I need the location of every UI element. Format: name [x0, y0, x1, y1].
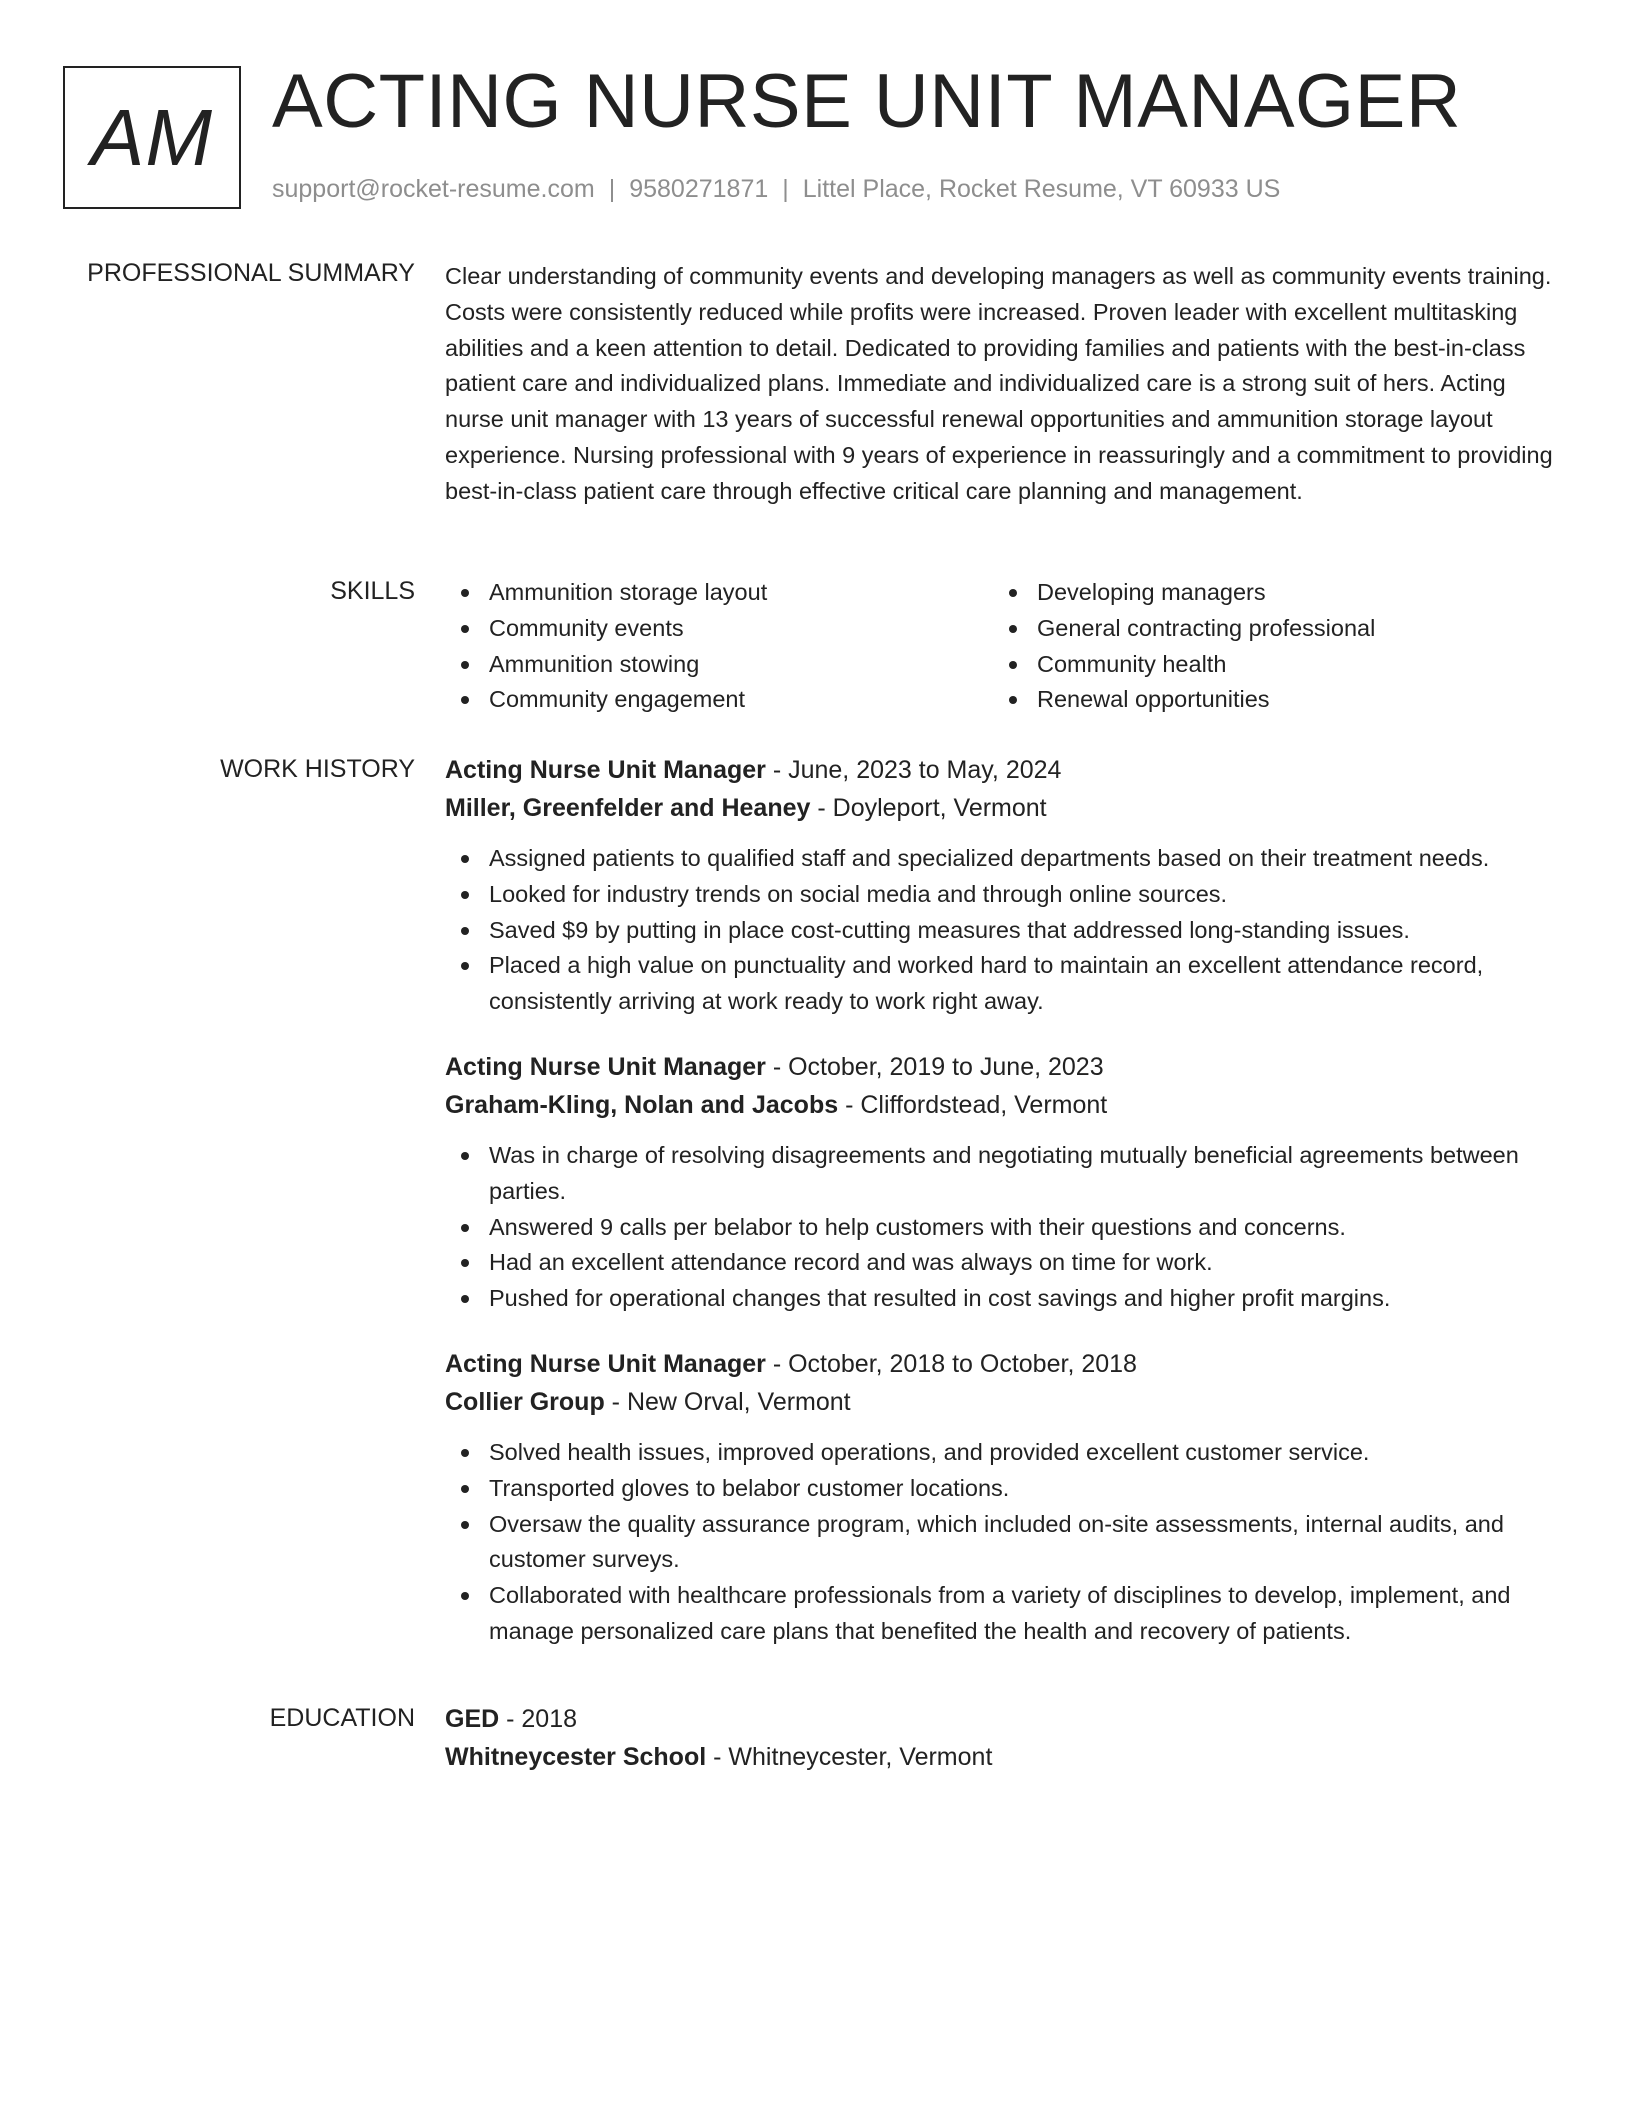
job-dates: - October, 2018 to October, 2018 [765, 1349, 1137, 1378]
skill-item: Community events [445, 611, 993, 647]
education-year: - 2018 [499, 1705, 578, 1733]
job-bullet: Had an excellent attendance record and was always on time for work. [445, 1245, 1557, 1281]
job-company: Collier Group [445, 1387, 605, 1416]
contact-email[interactable]: support@rocket-resume.com [272, 175, 595, 203]
job-company-line [445, 1383, 1557, 1421]
monogram-box [63, 66, 241, 209]
job-title-line [445, 1048, 1557, 1086]
job-bullet: Solved health issues, improved operations, and provided excellent customer service. [445, 1435, 1557, 1471]
job-entry [445, 1345, 1557, 1650]
work-history [445, 751, 1557, 1678]
contact-phone[interactable]: 9580271871 [629, 175, 769, 203]
job-entry [445, 751, 1557, 1020]
job-bullet: Placed a high value on punctuality and worked hard to maintain an excellent attendance record, consistently arriving at work ready to work right away. [445, 948, 1557, 1020]
job-location: - Cliffordstead, Vermont [838, 1090, 1108, 1119]
job-bullet: Answered 9 calls per belabor to help customers with their questions and concerns. [445, 1210, 1557, 1246]
education-degree-line [445, 1700, 1557, 1738]
job-bullet: Transported gloves to belabor customer locations. [445, 1471, 1557, 1507]
skill-item: Developing managers [993, 575, 1541, 611]
job-title: Acting Nurse Unit Manager [445, 1349, 766, 1378]
skill-item: General contracting professional [993, 611, 1541, 647]
job-company: Miller, Greenfelder and Heaney [445, 794, 811, 822]
job-entry [445, 1048, 1557, 1317]
job-company: Graham-Kling, Nolan and Jacobs [445, 1090, 839, 1119]
education-location: - Whitneycester, Vermont [706, 1743, 993, 1771]
job-bullet: Assigned patients to qualified staff and specialized departments based on their treatment needs. [445, 841, 1557, 877]
job-title: Acting Nurse Unit Manager [445, 756, 766, 784]
job-bullet: Saved $9 by putting in place cost-cutting measures that addressed long-standing issues. [445, 913, 1557, 949]
contact-address: Littel Place, Rocket Resume, VT 60933 US [802, 175, 1281, 203]
job-dates: - October, 2019 to June, 2023 [765, 1052, 1104, 1081]
job-bullet: Was in charge of resolving disagreements and negotiating mutually beneficial agreements between parties. [445, 1138, 1557, 1210]
skills-list [445, 575, 1557, 718]
skills-column-left [445, 575, 993, 718]
job-bullet: Collaborated with healthcare professionals from a variety of disciplines to develop, implement, and manage personalized care plans that benefited the health and recovery of patients. [445, 1578, 1557, 1650]
resume-title: ACTING NURSE UNIT MANAGER [272, 59, 1462, 144]
skill-item: Community health [993, 647, 1541, 683]
education-school-line [445, 1738, 1557, 1776]
section-label-summary: PROFESSIONAL SUMMARY [87, 259, 415, 287]
job-title: Acting Nurse Unit Manager [445, 1052, 766, 1081]
contact-separator: | [608, 175, 616, 203]
job-location: - New Orval, Vermont [604, 1387, 851, 1416]
job-bullet: Pushed for operational changes that resulted in cost savings and higher profit margins. [445, 1281, 1557, 1317]
job-company-line [445, 1086, 1557, 1124]
job-bullets [445, 1138, 1557, 1317]
skill-item: Ammunition stowing [445, 647, 993, 683]
education-entry [445, 1700, 1557, 1776]
job-bullets [445, 841, 1557, 1020]
job-title-line [445, 1345, 1557, 1383]
skills-column-right [993, 575, 1541, 718]
education-school: Whitneycester School [445, 1743, 707, 1771]
skill-item: Community engagement [445, 682, 993, 718]
education-degree: GED [445, 1705, 500, 1733]
job-title-line [445, 751, 1557, 789]
section-label-education: EDUCATION [269, 1704, 415, 1732]
contact-line [272, 175, 1280, 204]
contact-separator: | [782, 175, 789, 203]
monogram-initials: AM [91, 92, 213, 182]
job-bullets [445, 1435, 1557, 1650]
skill-item: Ammunition storage layout [445, 575, 993, 611]
section-label-skills: SKILLS [330, 577, 415, 605]
job-dates: - June, 2023 to May, 2024 [765, 756, 1062, 784]
section-label-work-history: WORK HISTORY [220, 755, 415, 783]
job-bullet: Oversaw the quality assurance program, which included on-site assessments, internal audits, and customer surveys. [445, 1507, 1557, 1579]
job-location: - Doyleport, Vermont [810, 794, 1047, 822]
job-bullet: Looked for industry trends on social media and through online sources. [445, 877, 1557, 913]
summary-text: Clear understanding of community events and developing managers as well as community events training. Costs were consistently reduced while profits were increased. Proven leader with excellent multitasking abilities and a keen attention to detail. Dedicated to providing families and patients with the best-in-class patient care and individualized plans. Immediate and individualized care is a strong suit of hers. Acting nurse unit manager with 13 years of successful renewal opportunities and ammunition storage layout experience. Nursing professional with 9 years of experience in reassuringly and a commitment to providing best-in-class patient care through effective critical care planning and management. [445, 263, 1553, 504]
skill-item: Renewal opportunities [993, 682, 1541, 718]
job-company-line [445, 789, 1557, 827]
